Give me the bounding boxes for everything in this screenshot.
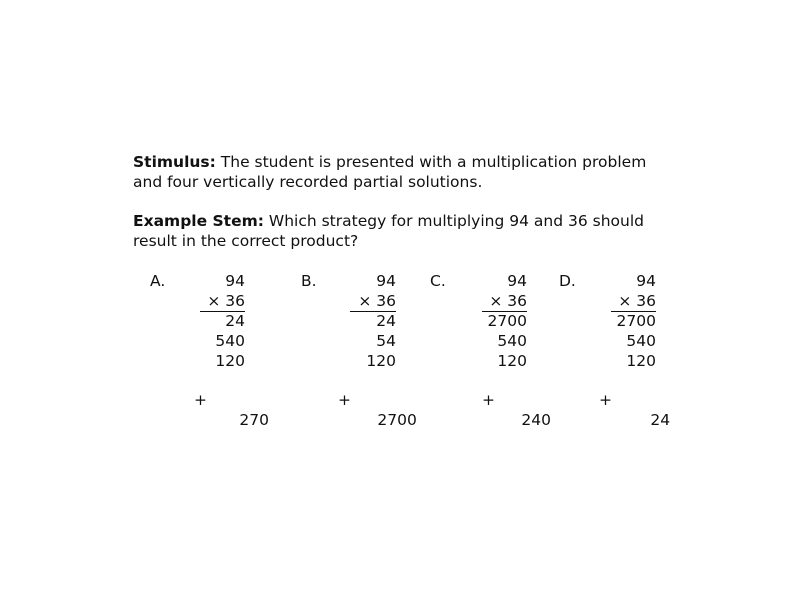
stimulus-label: Stimulus: [133,153,216,171]
multiplicand: 94 [636,272,656,290]
option-letter: A. [150,272,166,290]
partial-product: 24 [376,312,396,331]
partial-product: 2700 [377,410,417,429]
multiplicand: 94 [225,272,245,290]
partial-product: 2700 [487,312,527,331]
partial-product: 540 [497,332,527,351]
multiplicand: 94 [376,272,396,290]
plus-sign: + [338,391,351,410]
plus-sign: + [599,391,612,410]
multiplier: × 36 [482,292,527,313]
option-work [482,272,552,429]
partial-product: 120 [626,351,656,370]
partial-product: 540 [626,332,656,351]
stimulus-text: The student is presented with a multiplication problem and four vertically recorded partial solutions. [133,153,647,191]
multiplier: × 36 [200,292,245,313]
partial-product: 54 [376,332,396,351]
multiplier: × 36 [350,292,396,313]
partial-product: 24 [650,410,671,429]
partial-product: 24 [225,312,245,331]
stem-text: Which strategy for multiplying 94 and 36 should result in the correct product? [133,212,644,250]
partial-product: 120 [215,351,245,370]
option-work [194,272,270,429]
option-letter: D. [559,272,576,290]
partial-product: 240 [521,410,552,429]
multiplier: × 36 [611,292,656,313]
last-partial-row [482,371,552,429]
plus-sign: + [482,391,495,410]
partial-product: 2700 [616,312,656,331]
option-letter: C. [430,272,446,290]
option-work [599,272,671,429]
stem-label: Example Stem: [133,212,264,230]
answer-options [150,272,671,429]
partial-product: 540 [215,332,245,351]
question-text [133,152,653,251]
last-partial-row [338,371,417,429]
option-letter: B. [301,272,317,290]
multiplicand: 94 [507,272,527,290]
partial-product: 120 [497,351,527,370]
last-partial-row [194,371,270,429]
stem-paragraph [133,211,653,251]
partial-product: 120 [366,351,396,370]
option-work [338,272,417,429]
stimulus-paragraph [133,152,653,192]
plus-sign: + [194,391,207,410]
partial-product: 270 [239,410,270,429]
last-partial-row [599,371,671,429]
